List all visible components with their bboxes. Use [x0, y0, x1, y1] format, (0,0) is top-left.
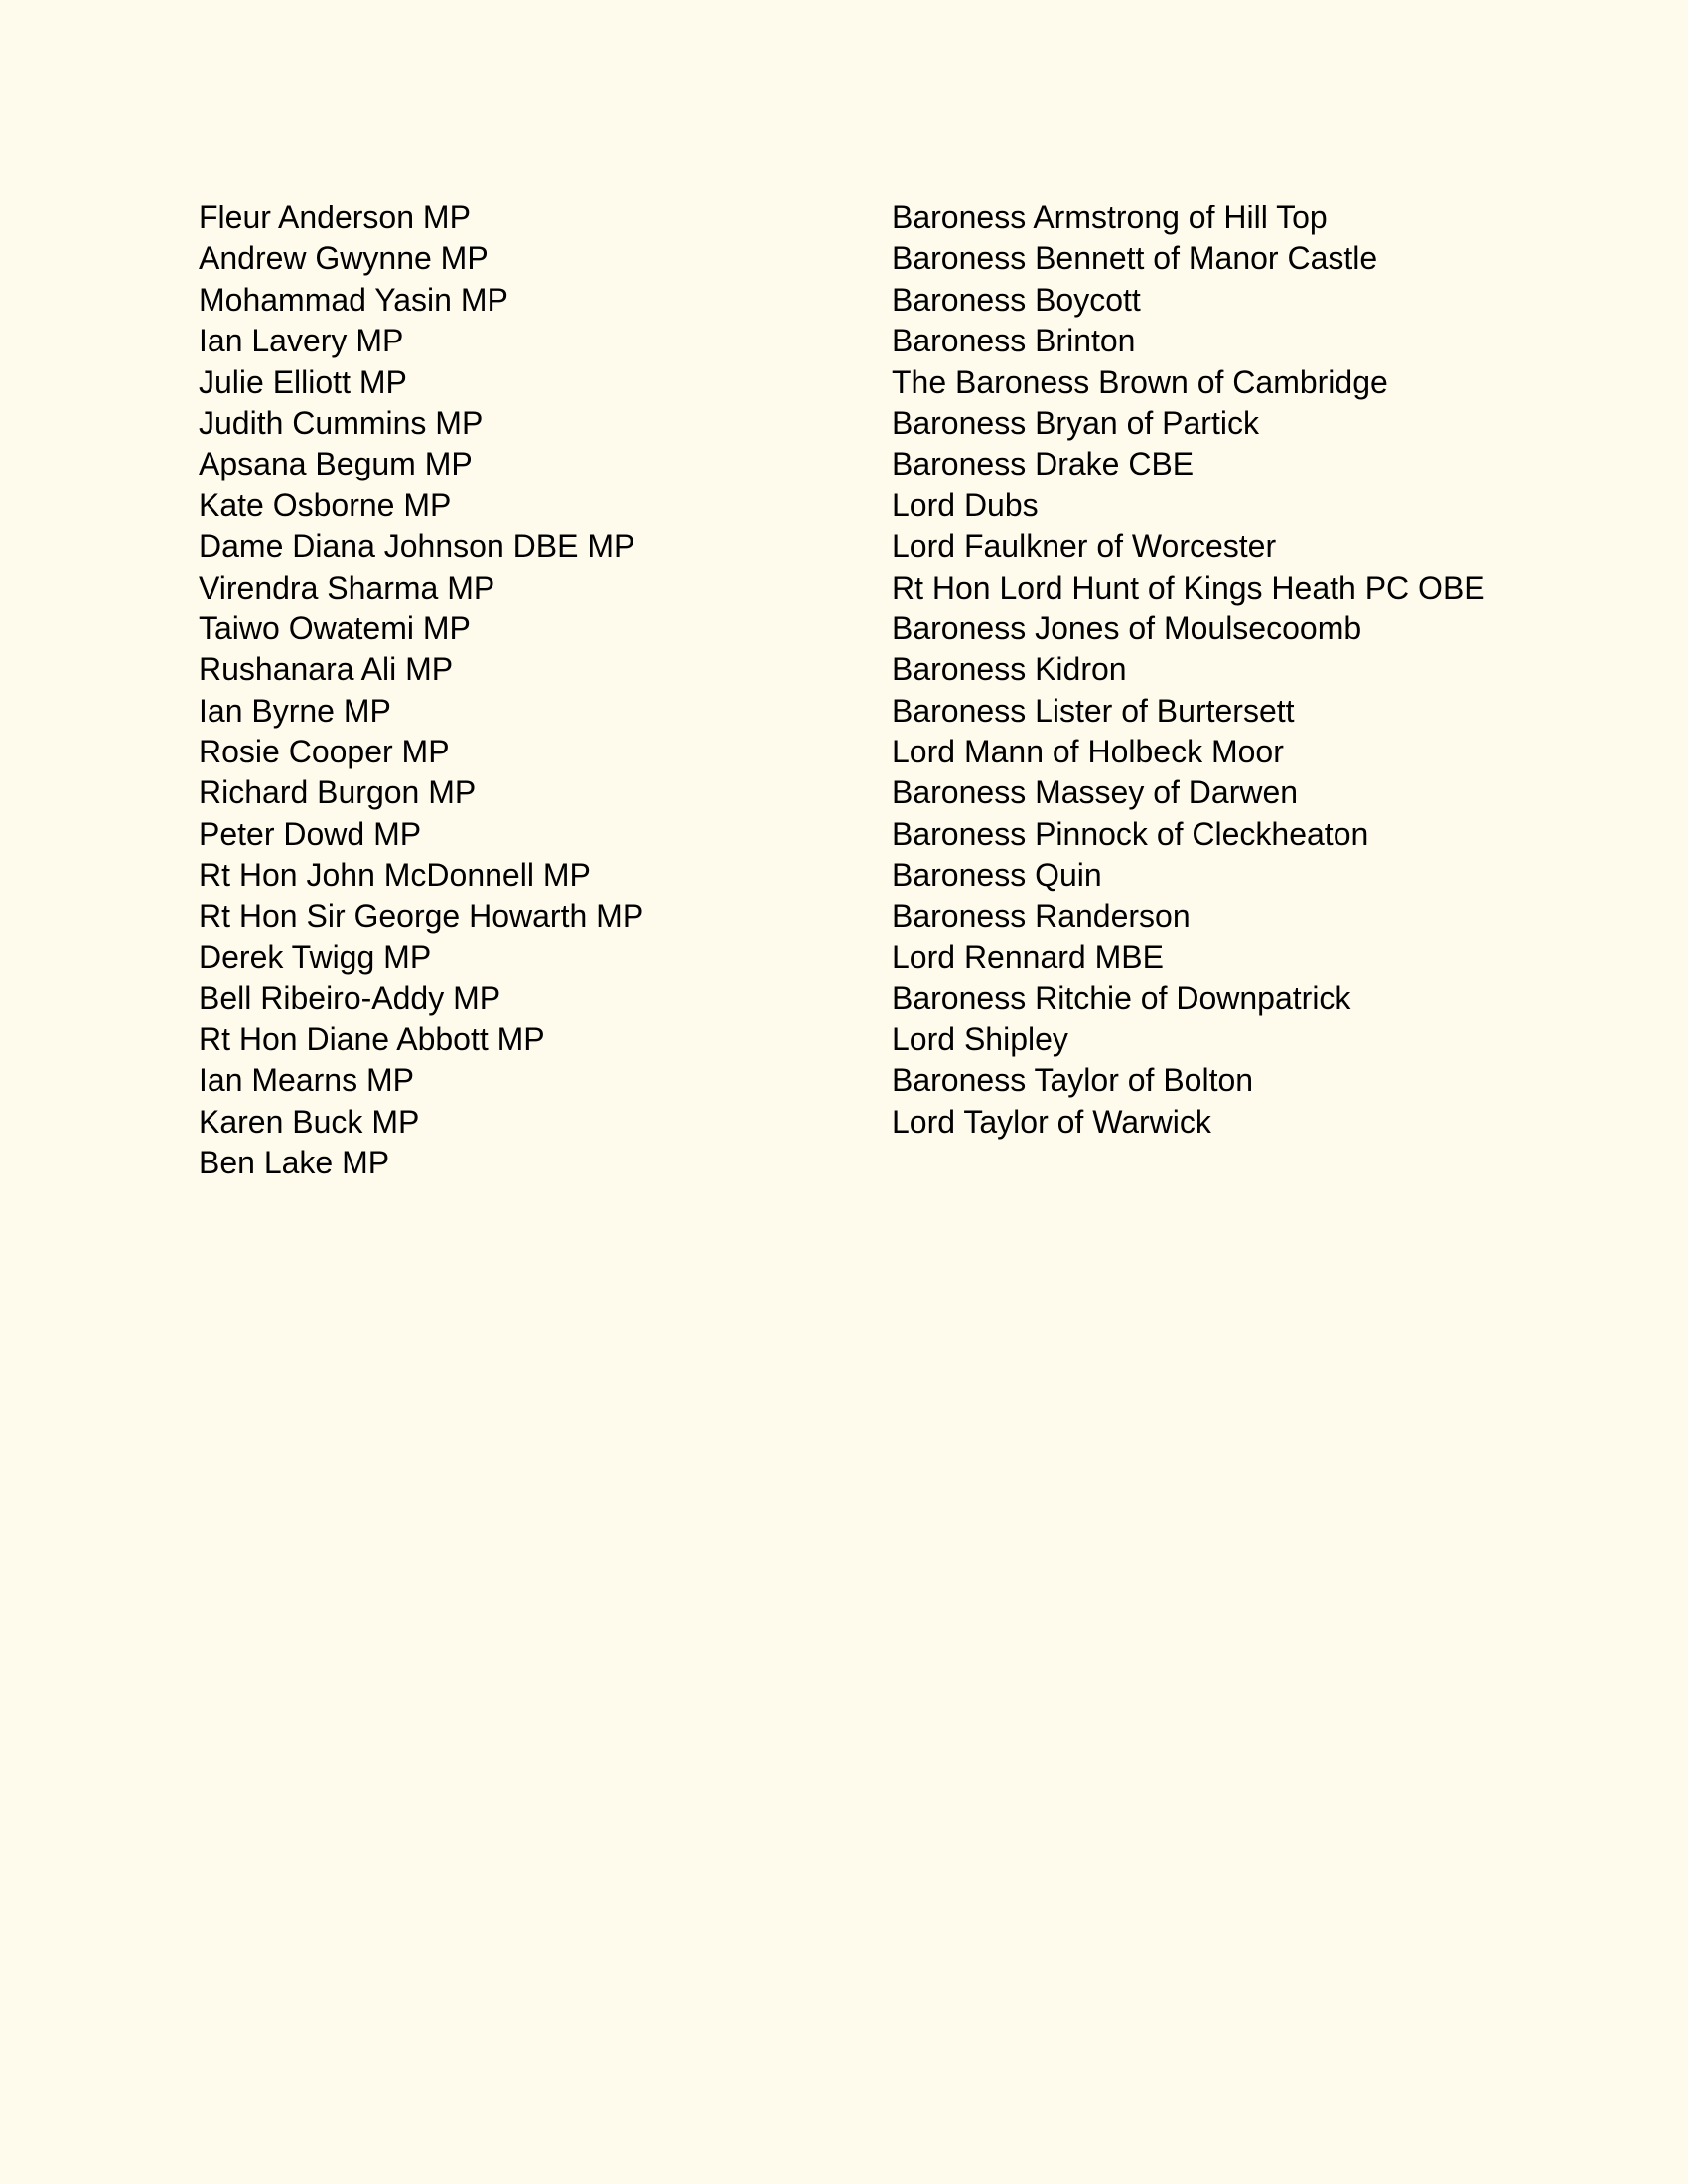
mp-signatory: Dame Diana Johnson DBE MP — [199, 528, 635, 565]
lords-signatory: Baroness Armstrong of Hill Top — [892, 200, 1328, 235]
mp-signatory: Rt Hon Sir George Howarth MP — [199, 897, 644, 934]
mp-signatory: Ben Lake MP — [199, 1144, 390, 1180]
lords-signatory: Baroness Randerson — [892, 897, 1191, 934]
mp-signatory: Peter Dowd MP — [199, 815, 422, 852]
mp-signatory-list — [199, 198, 874, 1183]
lords-signatory: Baroness Pinnock of Cleckheaton — [892, 815, 1369, 852]
lords-signatory: Lord Mann of Holbeck Moor — [892, 734, 1284, 770]
mp-signatory: Virendra Sharma MP — [199, 569, 495, 606]
mp-signatory: Taiwo Owatemi MP — [199, 610, 471, 646]
lords-signatory: The Baroness Brown of Cambridge — [892, 363, 1388, 400]
lords-signatory: Baroness Lister of Burtersett — [892, 692, 1295, 729]
mp-signatory: Rt Hon John McDonnell MP — [199, 857, 591, 893]
mp-signatory: Bell Ribeiro-Addy MP — [199, 980, 501, 1017]
lords-signatory: Baroness Kidron — [892, 651, 1127, 688]
mp-signatory: Ian Byrne MP — [199, 692, 391, 729]
lords-signatory: Lord Dubs — [892, 486, 1039, 523]
lords-signatory: Baroness Massey of Darwen — [892, 774, 1299, 811]
lords-signatory: Baroness Bryan of Partick — [892, 404, 1259, 441]
mp-signatory: Kate Osborne MP — [199, 486, 452, 523]
lords-signatory: Baroness Quin — [892, 857, 1102, 893]
lords-signatory: Baroness Brinton — [892, 323, 1136, 359]
mp-signatory: Karen Buck MP — [199, 1103, 420, 1140]
lords-signatory: Baroness Ritchie of Downpatrick — [892, 980, 1351, 1017]
mp-signatory: Andrew Gwynne MP — [199, 240, 489, 277]
mp-signatory: Ian Lavery MP — [199, 323, 404, 359]
lords-signatory: Lord Shipley — [892, 1021, 1068, 1057]
lords-signatory: Lord Faulkner of Worcester — [892, 528, 1277, 565]
lords-signatory: Baroness Boycott — [892, 281, 1141, 318]
mp-signatory: Fleur Anderson MP — [199, 200, 471, 235]
lords-signatory-list — [892, 198, 1666, 1143]
mp-signatory: Rushanara Ali MP — [199, 651, 454, 688]
lords-signatory: Lord Rennard MBE — [892, 939, 1164, 976]
lords-signatory: Lord Taylor of Warwick — [892, 1103, 1211, 1140]
mp-signatory: Apsana Begum MP — [199, 446, 473, 482]
lords-signatory: Rt Hon Lord Hunt of Kings Heath PC OBE — [892, 569, 1485, 606]
mp-signatory: Rt Hon Diane Abbott MP — [199, 1021, 545, 1057]
mp-signatory: Mohammad Yasin MP — [199, 281, 508, 318]
lords-signatory: Baroness Drake CBE — [892, 446, 1195, 482]
mp-signatory: Ian Mearns MP — [199, 1062, 414, 1099]
mp-signatory: Judith Cummins MP — [199, 404, 484, 441]
mp-signatory: Derek Twigg MP — [199, 939, 432, 976]
lords-signatory: Baroness Jones of Moulsecoomb — [892, 610, 1362, 646]
lords-signatory: Baroness Bennett of Manor Castle — [892, 240, 1378, 277]
lords-signatory: Baroness Taylor of Bolton — [892, 1062, 1254, 1099]
mp-signatory: Richard Burgon MP — [199, 774, 477, 811]
mp-signatory: Rosie Cooper MP — [199, 734, 450, 770]
mp-signatory: Julie Elliott MP — [199, 363, 407, 400]
